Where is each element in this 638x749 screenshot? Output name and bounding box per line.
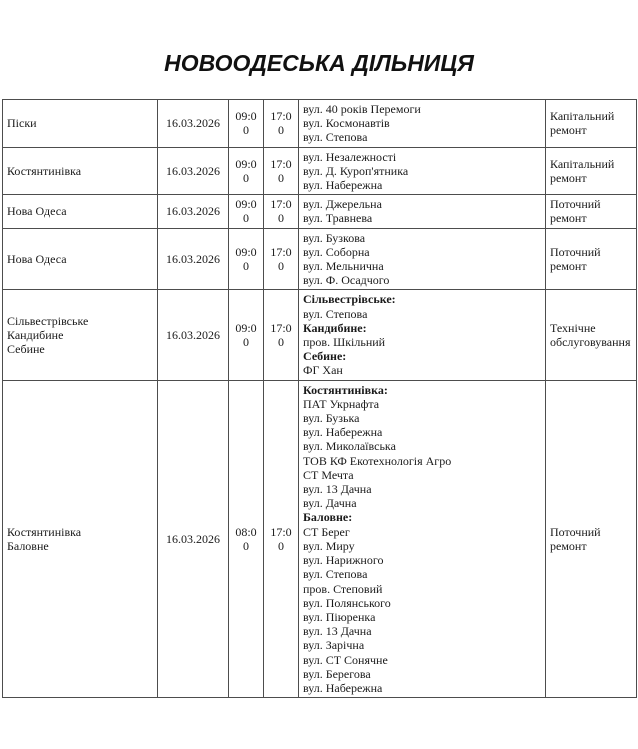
street-line: ПАТ Укрнафта: [303, 396, 380, 411]
end-time-cell: 17:00: [264, 100, 299, 148]
table-row: [3, 290, 637, 380]
street-line: вул. Нарижного: [303, 553, 384, 568]
table-row: [3, 195, 637, 228]
start-time-cell: 09:00: [229, 290, 264, 380]
street-line: вул. Зарічна: [303, 638, 365, 653]
street-line: вул. Набережна: [303, 425, 383, 440]
street-line: ФГ Хан: [303, 363, 343, 378]
streets-group-header: Себине:: [303, 349, 347, 364]
start-time-cell: 09:00: [229, 147, 264, 195]
street-line: вул. 13 Дачна: [303, 624, 372, 639]
location-line: Себине: [7, 342, 45, 357]
street-line: вул. Миру: [303, 538, 355, 553]
location-cell: [3, 228, 158, 290]
street-line: вул. Космонавтів: [303, 116, 390, 131]
location-cell: [3, 147, 158, 195]
street-line: вул. 40 років Перемоги: [303, 102, 421, 116]
streets-group-header: Костянтинівка:: [303, 382, 388, 397]
streets-cell: [299, 147, 546, 195]
start-time-cell: 09:00: [229, 228, 264, 290]
end-time-cell: 17:00: [264, 147, 299, 195]
street-line: вул. Незалежності: [303, 149, 397, 164]
street-line: вул. Набережна: [303, 680, 383, 695]
date-cell: 16.03.2026: [158, 147, 229, 195]
streets-group-header: Баловне:: [303, 510, 353, 525]
start-time-cell: 08:00: [229, 380, 264, 697]
date-cell: 16.03.2026: [158, 228, 229, 290]
street-line: вул. Дачна: [303, 496, 357, 511]
location-cell: [3, 290, 158, 380]
street-line: вул. Д. Куроп'ятника: [303, 163, 409, 178]
streets-cell: [299, 195, 546, 228]
work-type-cell: Технічне обслуговування: [546, 290, 637, 380]
street-line: вул. Джерельна: [303, 197, 382, 212]
streets-cell: [299, 290, 546, 380]
table-row: [3, 147, 637, 195]
street-line: вул. Травнева: [303, 211, 373, 226]
street-line: вул. СТ Сонячне: [303, 652, 388, 667]
location-line: Кандибине: [7, 327, 64, 342]
street-line: вул. Миколаївська: [303, 439, 396, 454]
date-cell: 16.03.2026: [158, 290, 229, 380]
location-cell: [3, 100, 158, 148]
date-cell: 16.03.2026: [158, 100, 229, 148]
table-row: [3, 100, 637, 148]
streets-group-header: Кандибине:: [303, 320, 367, 335]
streets-cell: [299, 100, 546, 148]
street-line: ТОВ КФ Екотехнологія Агро: [303, 453, 452, 468]
street-line: вул. Мельнична: [303, 259, 384, 274]
location-line: Нова Одеса: [7, 204, 67, 219]
date-cell: 16.03.2026: [158, 195, 229, 228]
location-line: Костянтинівка: [7, 163, 82, 178]
street-line: пров. Степовий: [303, 581, 383, 596]
page-title: НОВООДЕСЬКА ДІЛЬНИЦЯ: [164, 50, 474, 76]
document-page: [0, 49, 638, 698]
end-time-cell: 17:00: [264, 228, 299, 290]
streets-group-header: Сільвестрівське:: [303, 292, 396, 307]
work-type-cell: Капітальний ремонт: [546, 100, 637, 148]
street-line: вул. Степова: [303, 306, 368, 321]
date-cell: 16.03.2026: [158, 380, 229, 697]
table-body: [3, 100, 637, 698]
table-row: [3, 380, 637, 697]
work-type-cell: Поточний ремонт: [546, 195, 637, 228]
start-time-cell: 09:00: [229, 195, 264, 228]
street-line: вул. Соборна: [303, 244, 370, 259]
street-line: вул. Полянського: [303, 595, 391, 610]
street-line: вул. Степова: [303, 567, 368, 582]
location-line: Піски: [7, 116, 37, 131]
streets-cell: [299, 380, 546, 697]
location-line: Нова Одеса: [7, 251, 67, 266]
end-time-cell: 17:00: [264, 195, 299, 228]
street-line: вул. Бузька: [303, 411, 360, 426]
outage-schedule-table: [2, 99, 637, 698]
street-line: вул. Берегова: [303, 666, 371, 681]
street-line: пров. Шкільний: [303, 335, 386, 350]
location-line: Сільвестрівське: [7, 313, 89, 328]
location-line: Баловне: [7, 538, 49, 553]
work-type-cell: Поточний ремонт: [546, 228, 637, 290]
location-cell: [3, 195, 158, 228]
street-line: вул. 13 Дачна: [303, 482, 372, 497]
work-type-cell: Капітальний ремонт: [546, 147, 637, 195]
street-line: СТ Мечта: [303, 467, 354, 482]
table-row: [3, 228, 637, 290]
street-line: вул. Степова: [303, 130, 368, 145]
location-line: Костянтинівка: [7, 524, 82, 539]
street-line: СТ Берег: [303, 524, 350, 539]
streets-cell: [299, 228, 546, 290]
end-time-cell: 17:00: [264, 290, 299, 380]
end-time-cell: 17:00: [264, 380, 299, 697]
work-type-cell: Поточний ремонт: [546, 380, 637, 697]
location-cell: [3, 380, 158, 697]
street-line: вул. Бузкова: [303, 230, 366, 245]
start-time-cell: 09:00: [229, 100, 264, 148]
street-line: вул. Набережна: [303, 178, 383, 193]
street-line: вул. Ф. Осадчого: [303, 273, 390, 288]
street-line: вул. Піюренка: [303, 609, 376, 624]
